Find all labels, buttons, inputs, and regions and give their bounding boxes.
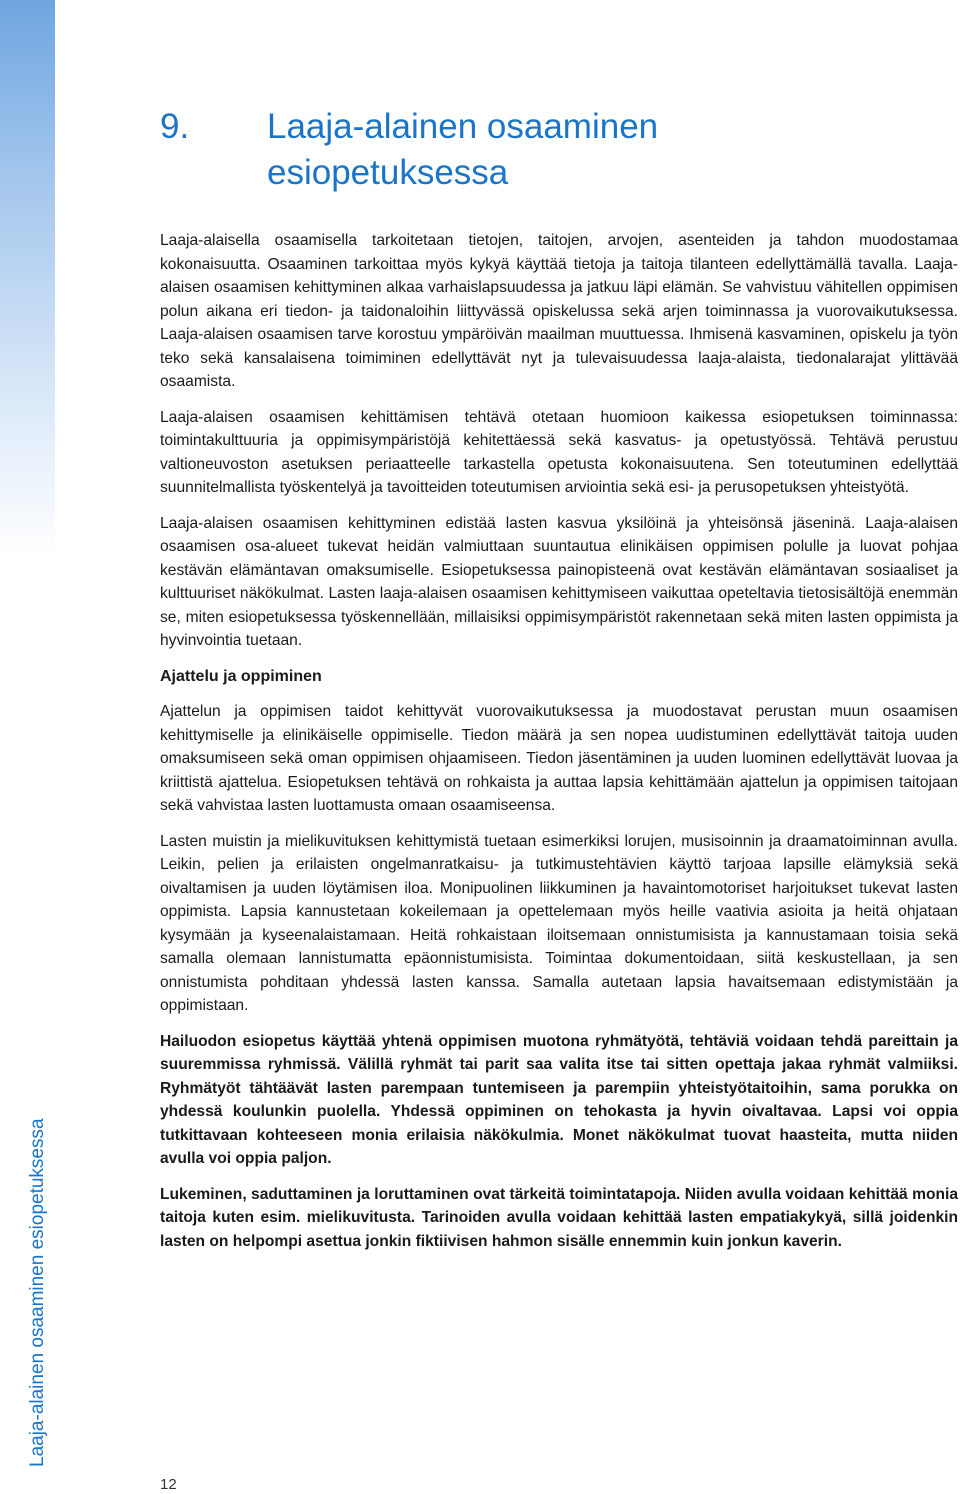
paragraph-4: Ajattelun ja oppimisen taidot kehittyvät vuorovaikutuksessa ja muodostavat perustan muun osaamisen kehittymiselle ja elinikäiselle oppimiselle. Tiedon määrä ja sen nopea uudistuminen edellyttävät taitoja uuden omaksumiseen sekä oman oppimisen ohjaamiseen. Tiedon jäsentäminen ja uuden luominen edellyttävät luovaa ja kriittistä ajattelua. Esiopetuksen tehtävä on rohkaista ja auttaa lapsia kehittämään ajattelun ja oppimisen taitojaan sekä vahvistaa lasten luottamusta omaan osaamiseensa. (160, 703, 958, 814)
body-text (160, 229, 958, 1265)
paragraph-3: Laaja-alaisen osaamisen kehittyminen edistää lasten kasvua yksilöinä ja yhteisönsä jäseninä. Laaja-alaisen osaamisen osa-alueet tukevat heidän valmiuttaan suuntautua elinikäisen oppimisen polulle ja luovat pohjaa kestävän elämäntavan omaksumiselle. Esiopetuksessa painopisteenä ovat kestävän elämäntavan sosiaaliset ja kulttuuriset näkökulmat. Lasten laaja-alaisen osaamisen kehittymiseen vaikuttaa opeteltavia tietosisältöjä enemmän se, miten esiopetuksessa työskennellään, millaisiksi oppimisympäristöt rakennetaan sekä miten lasten oppimista ja hyvinvointia tuetaan. (160, 514, 958, 649)
page-number: 12 (160, 1476, 177, 1493)
paragraph-1: Laaja-alaisella osaamisella tarkoitetaan tietojen, taitojen, arvojen, asenteiden ja tahdon muodostamaa kokonaisuutta. Osaaminen tarkoittaa myös kykyä käyttää tietoja ja taitoja tilanteen edellyttämällä tavalla. Laaja-alaisen osaamisen kehittyminen alkaa varhaislapsuudessa ja jatkuu läpi elämän. Se vahvistuu vähitellen oppimisen polun aikana eri tiedon- ja taidonaloihin liittyvässä opiskelussa sekä arjen toiminnassa ja vuorovaikutuksessa. Laaja-alaisen osaamisen tarve korostuu ympäröivän maailman muuttuessa. Ihmisenä kasvaminen, opiskelu ja työn teko sekä kansalaisena toimiminen edellyttävät nyt ja tulevaisuudessa laaja-alaista, tiedonalarajat ylittävää osaamista. (160, 232, 958, 390)
paragraph-5: Lasten muistin ja mielikuvituksen kehittymistä tuetaan esimerkiksi lorujen, musisoinnin ja draamatoiminnan avulla. Leikin, pelien ja erilaisten ongelmanratkaisu- ja tutkimustehtävien käyttö tarjoaa lapsille elämyksiä sekä oivaltamisen ja uuden löytämisen iloa. Monipuolinen liikkuminen ja havaintomotoriset harjoitukset tukevat lasten oppimista. Lapsia kannustetaan kokeilemaan ja opettelemaan myös heille vaativia asioita ja heitä ohjataan kysymään ja kyseenalaistamaan. Heitä rohkaistaan iloitsemaan onnistumisista ja kannustamaan toisia sekä samalla olemaan lannistumatta epäonnistumisista. Toimintaa dokumentoidaan, siitä keskustellaan, ja sen onnistumista pohditaan yhdessä lasten kanssa. Samalla autetaan lapsia havaitsemaan edistymistään ja oppimistaan. (160, 832, 958, 1014)
section-subheading: Ajattelu ja oppiminen (160, 667, 322, 685)
chapter-title-line-2: esiopetuksessa (267, 153, 509, 192)
chapter-title-line-1: Laaja-alainen osaaminen (267, 107, 659, 146)
side-gradient-bar (0, 0, 55, 560)
paragraph-2: Laaja-alaisen osaamisen kehittämisen tehtävä otetaan huomioon kaikessa esiopetuksen toiminnassa: toimintakulttuuria ja oppimisympäristöjä kehitettäessä sekä kasvatus- ja opetustyössä. Tehtävä perustuu valtioneuvoston asetuksen periaatteelle tarkastella opetusta kokonaisuutena. Sen toteutuminen edellyttää suunnitelmallista työskentelyä ja tavoitteiden toteutumisen arviointia sekä esi- ja perusopetuksen yhteistyötä. (160, 408, 958, 496)
chapter-number: 9. (160, 107, 190, 146)
chapter-title (267, 104, 658, 196)
paragraph-6-bold: Hailuodon esiopetus käyttää yhtenä oppimisen muotona ryhmätyötä, tehtäviä voidaan tehdä pareittain ja suuremmissa ryhmissä. Välillä ryhmät tai parit saa valita itse tai sitten opettaja jakaa ryhmät valmiiksi. Ryhmätyöt tähtäävät lasten parempaan tuntemiseen ja parempiin yhteistyötaitoihin, sama porukka on yhdessä koulunkin puolella. Yhdessä oppiminen on tehokasta ja hyvin oivaltavaa. Lapsi voi oppia tutkittavaan kohteeseen monia erilaisia näkökulmia. Monet näkökulmat tuovat haasteita, mutta niiden avulla voi oppia paljon. (160, 1032, 958, 1167)
paragraph-7-bold: Lukeminen, saduttaminen ja loruttaminen ovat tärkeitä toimintatapoja. Niiden avulla voidaan kehittää monia taitoja kuten esim. mielikuvitusta. Tarinoiden avulla voidaan kehittää lasten empatiakykyä, sillä joidenkin lasten on helpompi asettua jonkin fiktiivisen hahmon sisälle ennemmin kuin jonkun kaverin. (160, 1185, 958, 1250)
sidebar-chapter-title: Laaja-alainen osaaminen esiopetuksessa (27, 1118, 48, 1467)
page-title (160, 104, 658, 196)
